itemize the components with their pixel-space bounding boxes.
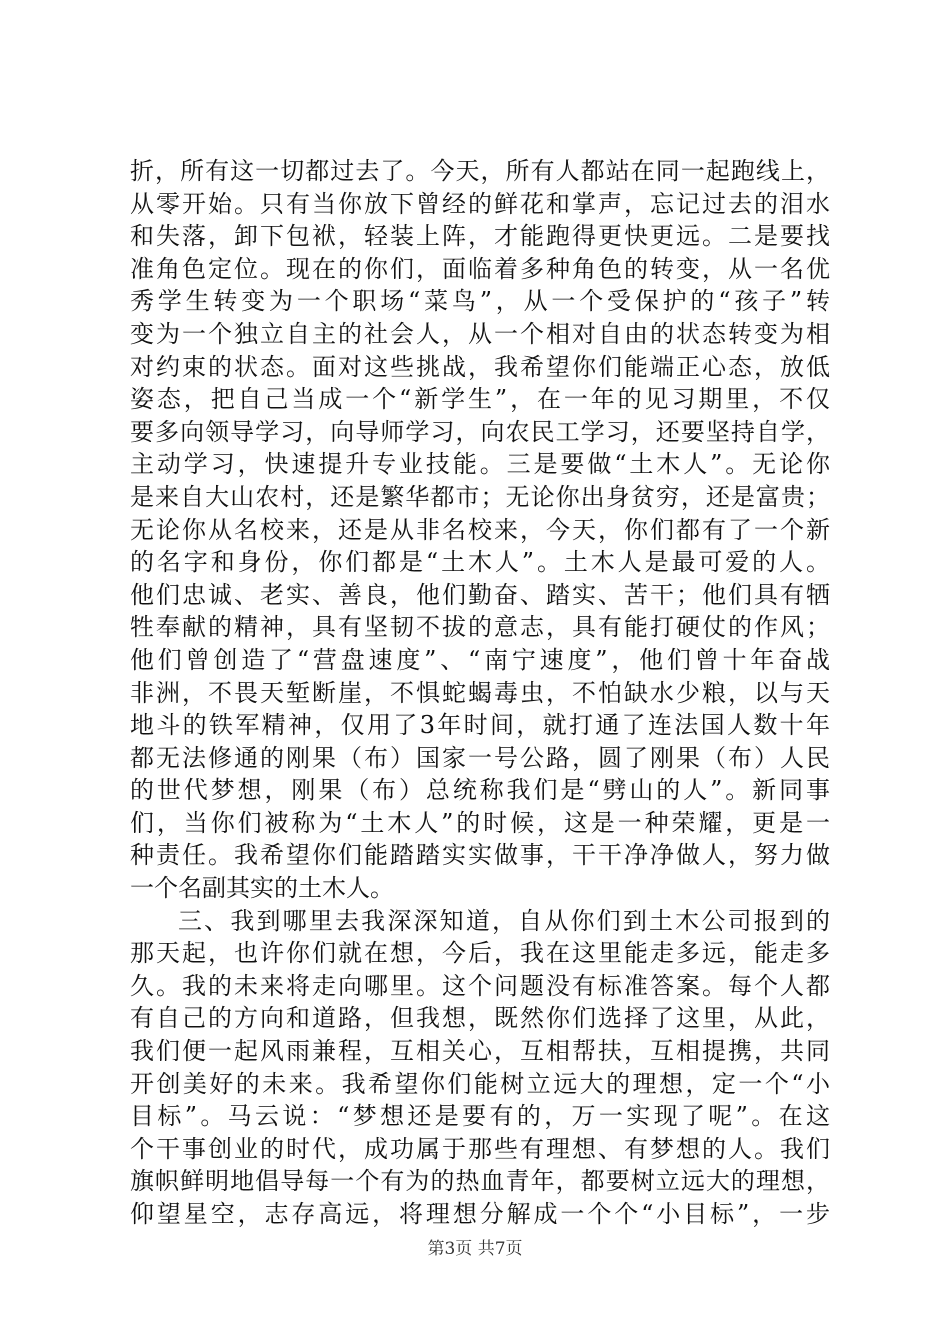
document-body	[130, 155, 830, 1231]
text-line: 他们曾创造了“营盘速度”、“南宁速度”，他们曾十年奋战	[130, 645, 830, 674]
text-line: 目标”。马云说：“梦想还是要有的，万一实现了呢”。在这	[130, 1102, 830, 1131]
text-line: 的名字和身份，你们都是“土木人”。土木人是最可爱的人。	[130, 548, 830, 577]
text-line: 种责任。我希望你们能踏踏实实做事，干干净净做人，努力做	[130, 841, 830, 870]
text-line: 主动学习，快速提升专业技能。三是要做“土木人”。无论你	[130, 450, 830, 479]
text-line: 要多向领导学习，向导师学习，向农民工学习，还要坚持自学，	[130, 417, 830, 446]
text-line: 个干事创业的时代，成功属于那些有理想、有梦想的人。我们	[130, 1134, 830, 1163]
paragraph-end-line: 一个名副其实的土木人。	[130, 874, 394, 903]
text-line: 他们忠诚、老实、善良，他们勤奋、踏实、苦干；他们具有牺	[130, 580, 830, 609]
text-line: 从零开始。只有当你放下曾经的鲜花和掌声，忘记过去的泪水	[130, 189, 830, 218]
text-line: 们，当你们被称为“土木人”的时候，这是一种荣耀，更是一	[130, 808, 830, 837]
page-number-footer: 第3页 共7页	[427, 1239, 523, 1259]
text-line: 牲奉献的精神，具有坚韧不拔的意志，具有能打硬仗的作风；	[130, 613, 830, 642]
text-line: 秀学生转变为一个职场“菜鸟”，从一个受保护的“孩子”转	[130, 287, 830, 316]
text-line: 非洲，不畏天堑断崖，不惧蛇蝎毒虫，不怕缺水少粮，以与天	[130, 678, 830, 707]
text-line: 都无法修通的刚果（布）国家一号公路，圆了刚果（布）人民	[130, 743, 830, 772]
text-line: 准角色定位。现在的你们，面临着多种角色的转变，从一名优	[130, 254, 830, 283]
text-line: 无论你从名校来，还是从非名校来，今天，你们都有了一个新	[130, 515, 830, 544]
text-line: 那天起，也许你们就在想，今后，我在这里能走多远，能走多	[130, 939, 830, 968]
text-line: 是来自大山农村，还是繁华都市；无论你出身贫穷，还是富贵；	[130, 482, 830, 511]
text-line: 的世代梦想，刚果（布）总统称我们是“劈山的人”。新同事	[130, 776, 830, 805]
text-line: 旗帜鲜明地倡导每一个有为的热血青年，都要树立远大的理想，	[130, 1167, 830, 1196]
text-line: 变为一个独立自主的社会人，从一个相对自由的状态转变为相	[130, 319, 830, 348]
text-line: 地斗的铁军精神，仅用了3年时间，就打通了连法国人数十年	[130, 711, 830, 740]
text-line: 开创美好的未来。我希望你们能树立远大的理想，定一个“小	[130, 1069, 830, 1098]
text-line: 姿态，把自己当成一个“新学生”，在一年的见习期里，不仅	[130, 385, 830, 414]
section-heading-line: 三、我到哪里去我深深知道，自从你们到土木公司报到的	[178, 906, 830, 935]
text-line: 有自己的方向和道路，但我想，既然你们选择了这里，从此，	[130, 1004, 830, 1033]
text-line: 仰望星空，志存高远，将理想分解成一个个“小目标”，一步	[130, 1200, 830, 1228]
text-line: 和失落，卸下包袱，轻装上阵，才能跑得更快更远。二是要找	[130, 222, 830, 251]
text-line: 久。我的未来将走向哪里。这个问题没有标准答案。每个人都	[130, 971, 830, 1000]
text-line: 折，所有这一切都过去了。今天，所有人都站在同一起跑线上，	[130, 157, 830, 185]
text-line: 对约束的状态。面对这些挑战，我希望你们能端正心态，放低	[130, 352, 830, 381]
text-line: 我们便一起风雨兼程，互相关心，互相帮扶，互相提携，共同	[130, 1037, 830, 1066]
